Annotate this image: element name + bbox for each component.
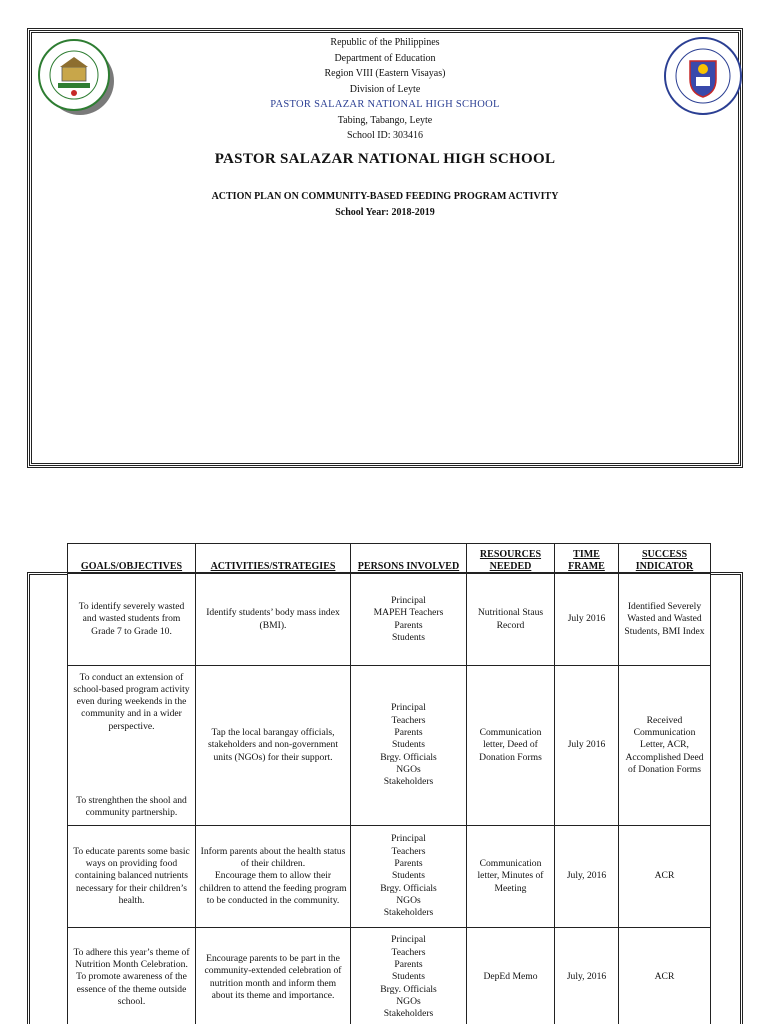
activity-cell: Encourage parents to be part in the community-extended celebration of nutrition month and inform them about its theme and importance. bbox=[196, 928, 351, 1024]
resources-cell: DepEd Memo bbox=[467, 928, 555, 1024]
header-line: Division of Leyte bbox=[349, 83, 421, 95]
goal-text: To strenghthen the shool and community partnership. bbox=[76, 794, 187, 819]
time-cell: July 2016 bbox=[555, 666, 619, 826]
header-line: Department of Education bbox=[334, 52, 436, 64]
plan-title bbox=[30, 189, 740, 221]
column-header: SUCCESS INDICATOR bbox=[619, 544, 711, 574]
indicator-cell: ACR bbox=[619, 826, 711, 928]
table-header-row bbox=[68, 544, 711, 574]
persons-cell: Principal Teachers Parents Students Brgy. Officials NGOs Stakeholders bbox=[351, 666, 467, 826]
column-header: RESOURCES NEEDED bbox=[467, 544, 555, 574]
indicator-cell: Received Communication Letter, ACR, Accomplished Deed of Donation Forms bbox=[619, 666, 711, 826]
document-page-cover bbox=[27, 28, 743, 468]
column-header: PERSONS INVOLVED bbox=[351, 544, 467, 574]
header-school-name: PASTOR SALAZAR NATIONAL HIGH SCHOOL bbox=[270, 99, 500, 110]
time-cell: July 2016 bbox=[555, 574, 619, 666]
persons-cell: Principal Teachers Parents Students Brgy. Officials NGOs Stakeholders bbox=[351, 928, 467, 1024]
resources-cell: Communication letter, Minutes of Meeting bbox=[467, 826, 555, 928]
activity-cell: Tap the local barangay officials, stakeholders and non-government units (NGOs) for their support. bbox=[196, 666, 351, 826]
table-row bbox=[68, 666, 711, 826]
table-row bbox=[68, 826, 711, 928]
table-row bbox=[68, 574, 711, 666]
table-row bbox=[68, 928, 711, 1024]
goal-text: To conduct an extension of school-based program activity even during weekends in the community and in a wider perspective. bbox=[73, 671, 190, 732]
activity-cell: Inform parents about the health status of their children. Encourage them to allow their children to attend the feeding program to be conducted in the community. bbox=[196, 826, 351, 928]
column-header: TIME FRAME bbox=[555, 544, 619, 574]
header-line: Region VIII (Eastern Visayas) bbox=[324, 68, 446, 79]
header-school-id: School ID: 303416 bbox=[346, 130, 424, 141]
time-cell: July, 2016 bbox=[555, 928, 619, 1024]
resources-cell: Nutritional Staus Record bbox=[467, 574, 555, 666]
column-header: ACTIVITIES/STRATEGIES bbox=[196, 544, 351, 574]
persons-cell: Principal Teachers Parents Students Brgy. Officials NGOs Stakeholders bbox=[351, 826, 467, 928]
header-address: Tabing, Tabango, Leyte bbox=[337, 114, 433, 126]
indicator-cell: ACR bbox=[619, 928, 711, 1024]
goal-cell: To identify severely wasted and wasted students from Grade 7 to Grade 10. bbox=[68, 574, 196, 666]
resources-cell: Communication letter, Deed of Donation Forms bbox=[467, 666, 555, 826]
action-plan-table bbox=[67, 543, 711, 1024]
action-plan-title: ACTION PLAN ON COMMUNITY-BASED FEEDING PROGRAM ACTIVITY bbox=[211, 191, 559, 202]
goal-cell bbox=[68, 666, 196, 826]
time-cell: July, 2016 bbox=[555, 826, 619, 928]
school-year: School Year: 2018-2019 bbox=[335, 207, 435, 218]
school-title: PASTOR SALAZAR NATIONAL HIGH SCHOOL bbox=[214, 151, 556, 167]
goal-cell: To adhere this year’s theme of Nutrition Month Celebration. To promote awareness of the essence of the theme outside school. bbox=[68, 928, 196, 1024]
goal-cell: To educate parents some basic ways on providing food containing balanced nutrients necessary for their children’s health. bbox=[68, 826, 196, 928]
indicator-cell: Identified Severely Wasted and Wasted Students, BMI Index bbox=[619, 574, 711, 666]
column-header: GOALS/OBJECTIVES bbox=[68, 544, 196, 574]
activity-cell: Identify students’ body mass index (BMI). bbox=[196, 574, 351, 666]
persons-cell: Principal MAPEH Teachers Parents Students bbox=[351, 574, 467, 666]
header-line: Republic of the Philippines bbox=[330, 37, 440, 48]
